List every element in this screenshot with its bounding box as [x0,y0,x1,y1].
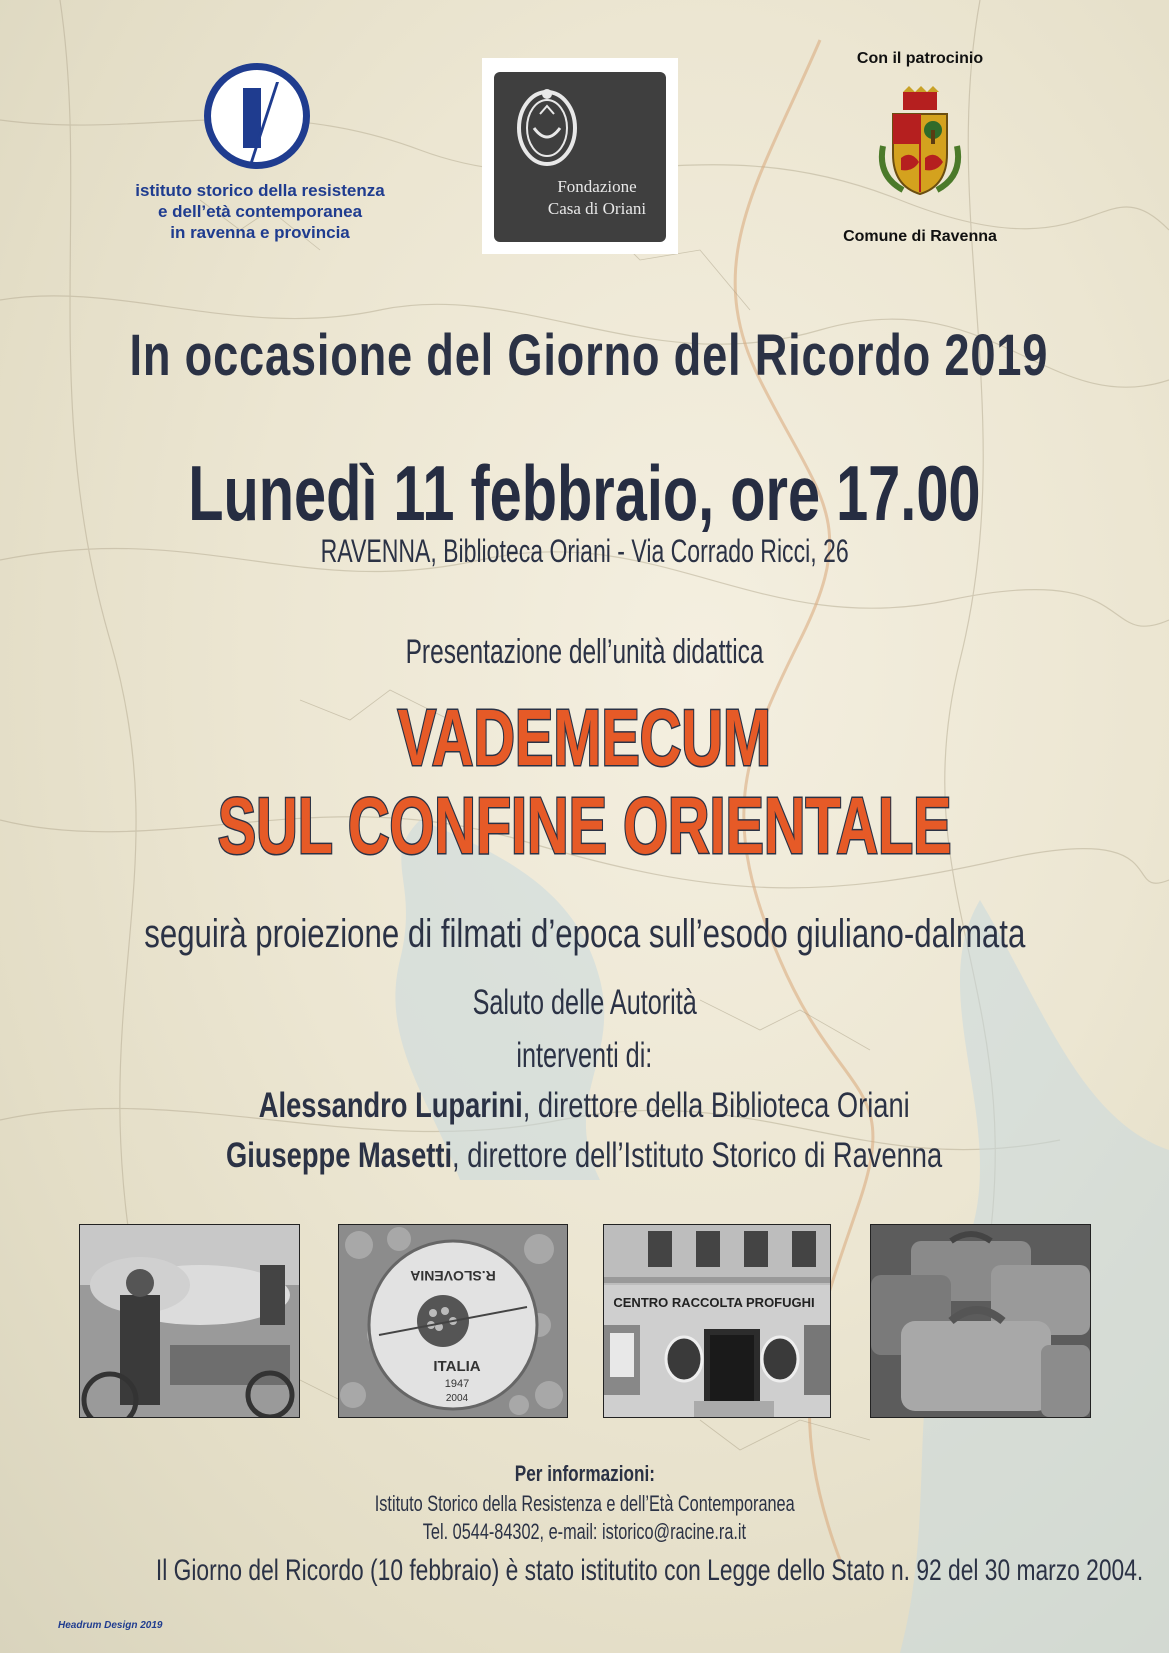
photo-border-plaque [338,1224,568,1418]
info-contact: Tel. 0544-84302, e-mail: istorico@racine.ra.it [422,1519,747,1544]
isr-name-line2: e dell’età contemporanea [157,202,363,221]
comune-name: Comune di Ravenna [843,228,997,245]
presentation-label: Presentazione dell’unità didattica [405,633,764,671]
law-note: Il Giorno del Ricordo (10 febbraio) è stato istitutito con Legge dello Stato n. 92 del 30 marzo 2004. [155,1554,1144,1587]
speaker-2-role: , direttore dell’Istituto Storico di Ravenna [452,1136,943,1175]
isr-emblem-icon [204,63,310,169]
isr-name-line1: istituto storico della resistenza [135,181,385,200]
speaker-2 [0,1136,1169,1176]
fondazione-logo [482,58,678,254]
interventions-label: interventi di: [516,1036,653,1075]
fondazione-emblem-icon [506,84,588,170]
photo-refugees-cart [79,1224,300,1418]
event-date: Lunedì 11 febbraio, ore 17.00 [188,449,981,537]
speaker-1-name: Alessandro Luparini [259,1086,524,1125]
isr-logo [60,55,420,255]
event-venue: RAVENNA, Biblioteca Oriani - Via Corrado Ricci, 26 [320,533,849,569]
isr-name-line3: in ravenna e provincia [170,223,350,242]
ravenna-crest-icon [875,86,965,200]
title-line-1: VADEMECUM [397,693,772,782]
isr-name [60,180,460,243]
design-credit: Headrum Design 2019 [58,1620,163,1631]
screening-note: seguirà proiezione di filmati d’epoca sull’esodo giuliano-dalmata [143,912,1026,956]
fondazione-name-line2: Casa di Oriani [547,199,647,218]
title-line-2: SUL CONFINE ORIENTALE [217,781,952,870]
plaque-year-2: 2004 [445,1393,469,1404]
plaque-slovenia-label: R.SLOVENIA [410,1268,496,1284]
patronage-label: Con il patrocinio [856,50,984,67]
ravenna-patronage [820,48,1020,258]
fondazione-name-line1: Fondazione [557,177,637,196]
plaque-italia-label: ITALIA [433,1358,481,1375]
photo-suitcases [870,1224,1091,1418]
photo-refugee-center [603,1224,831,1418]
refugee-center-sign: CENTRO RACCOLTA PROFUGHI [613,1295,815,1310]
speaker-2-name: Giuseppe Masetti [226,1136,453,1175]
greetings-label: Saluto delle Autorità [472,983,697,1022]
speaker-1-role: , direttore della Biblioteca Oriani [523,1086,910,1125]
speaker-1 [0,1086,1169,1126]
plaque-year-1: 1947 [444,1378,470,1390]
info-organization: Istituto Storico della Resistenza e dell’Età Contemporanea [374,1491,795,1516]
occasion-heading: In occasione del Giorno del Ricordo 2019 [129,323,1049,388]
info-heading: Per informazioni: [514,1461,655,1486]
